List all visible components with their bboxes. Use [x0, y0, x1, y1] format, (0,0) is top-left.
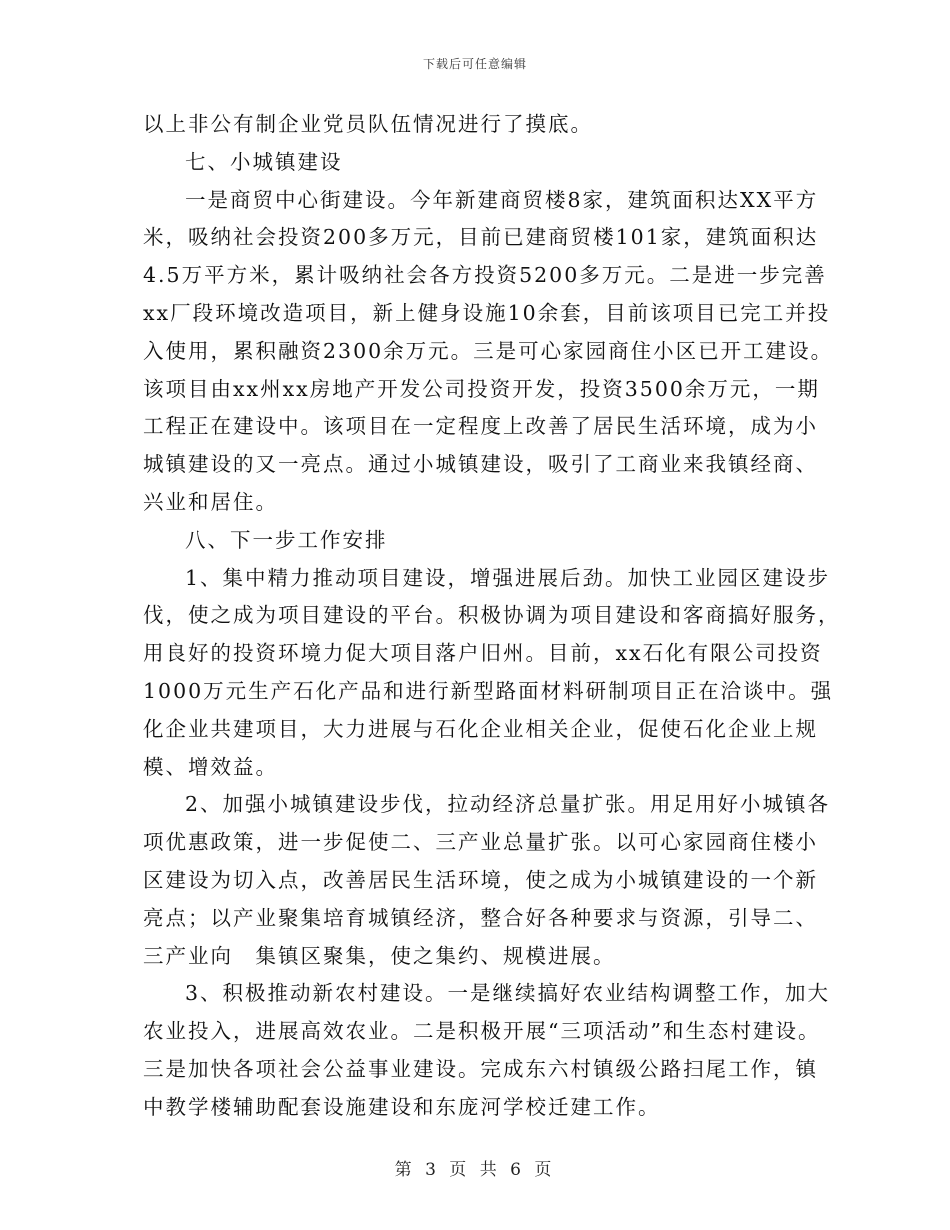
body-line: 模、增效益。 — [143, 754, 278, 779]
body-line: 米，吸纳社会投资200多万元，目前已建商贸楼101家，建筑面积达 — [143, 225, 819, 250]
document-body — [143, 106, 841, 1127]
body-line: 中教学楼辅助配套设施建设和东庞河学校迁建工作。 — [143, 1094, 661, 1119]
page-header: 下载后可任意编辑 — [422, 57, 527, 71]
body-line: 用良好的投资环境力促大项目落户旧州。目前，xx石化有限公司投资 — [143, 641, 823, 666]
body-line: 化企业共建项目，大力进展与石化企业相关企业，促使石化企业上规 — [143, 716, 818, 741]
body-line: 工程正在建设中。该项目在一定程度上改善了居民生活环境，成为小 — [143, 414, 818, 439]
body-line: 三产业向 集镇区聚集，使之集约、规模进展。 — [143, 943, 616, 968]
body-line: 入使用，累积融资2300余万元。三是可心家园商住小区已开工建设。 — [143, 338, 834, 363]
body-line: 城镇建设的又一亮点。通过小城镇建设，吸引了工商业来我镇经商、 — [143, 452, 818, 477]
page-number: 第 3 页 共 6 页 — [394, 1160, 556, 1180]
body-line: 1000万元生产石化产品和进行新型路面材料研制项目正在洽谈中。强 — [143, 678, 834, 703]
body-line: 亮点；以产业聚集培育城镇经济，整合好各种要求与资源，引导二、 — [143, 905, 818, 930]
body-line: 3、积极推动新农村建设。一是继续搞好农业结构调整工作，加大 — [185, 981, 831, 1006]
body-line: 2、加强小城镇建设步伐，拉动经济总量扩张。用足用好小城镇各 — [185, 792, 831, 817]
body-line: 一是商贸中心街建设。今年新建商贸楼8家，建筑面积达XX平方 — [185, 187, 819, 212]
body-line: 区建设为切入点，改善居民生活环境，使之成为小城镇建设的一个新 — [143, 867, 818, 892]
body-line: 伐，使之成为项目建设的平台。积极协调为项目建设和客商搞好服务， — [143, 603, 841, 628]
body-line: 兴业和居住。 — [143, 489, 278, 514]
section-heading: 七、小城镇建设 — [185, 149, 343, 174]
body-line: xx厂段环境改造项目，新上健身设施10余套，目前该项目已完工并投 — [143, 300, 831, 325]
body-line: 项优惠政策，进一步促使二、三产业总量扩张。以可心家园商住楼小 — [143, 830, 818, 855]
body-line: 以上非公有制企业党员队伍情况进行了摸底。 — [143, 112, 593, 136]
section-heading: 八、下一步工作安排 — [185, 527, 388, 552]
body-line: 1、集中精力推动项目建设，增强进展后劲。加快工业园区建设步 — [185, 565, 831, 590]
body-line: 三是加快各项社会公益事业建设。完成东六村镇级公路扫尾工作，镇 — [143, 1056, 818, 1081]
body-line: 农业投入，进展高效农业。二是积极开展“三项活动”和生态村建设。 — [143, 1019, 821, 1044]
body-line: 该项目由xx州xx房地产开发公司投资开发，投资3500余万元，一期 — [143, 376, 820, 401]
body-line: 4.5万平方米，累计吸纳社会各方投资5200多万元。二是进一步完善 — [143, 263, 827, 288]
